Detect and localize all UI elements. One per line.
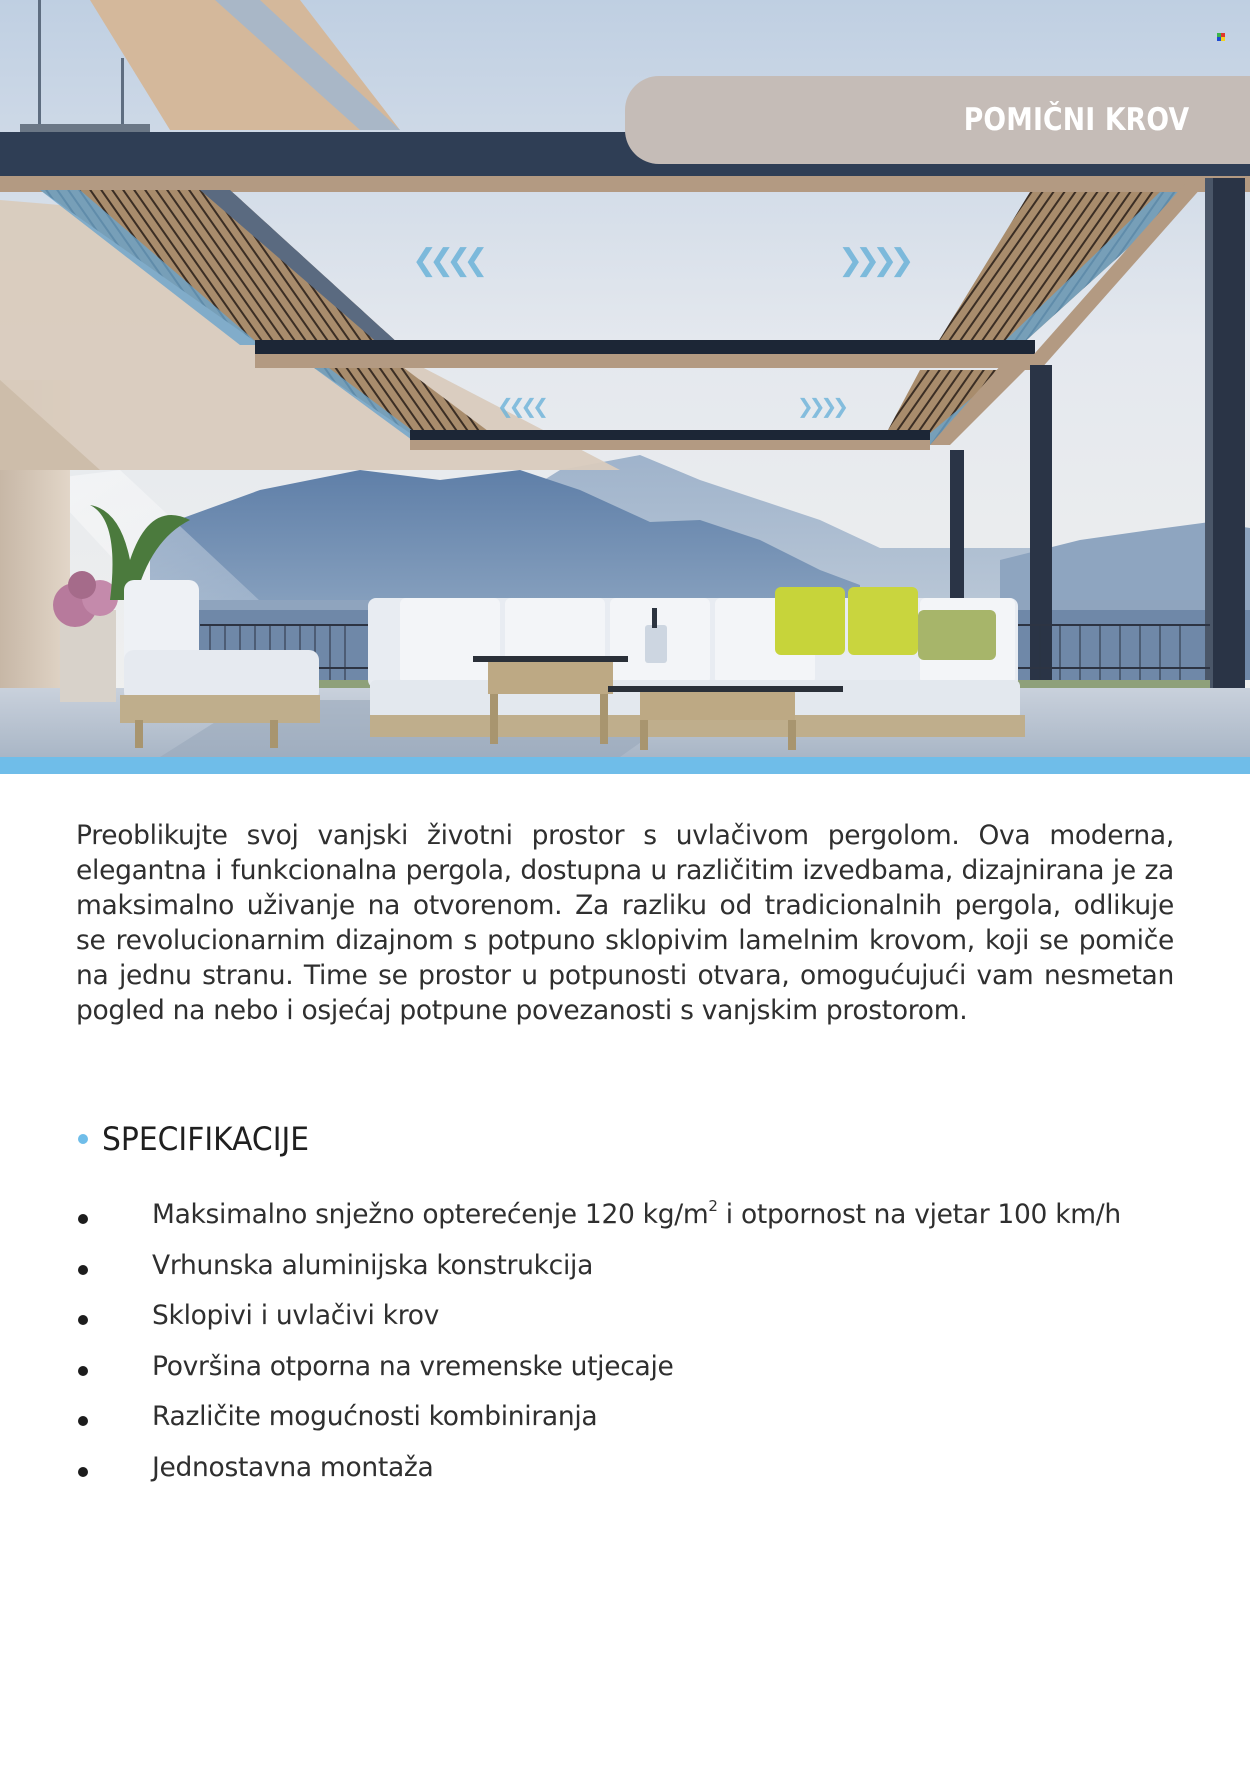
- accent-divider: [0, 757, 1250, 774]
- bullet-icon: [78, 1416, 88, 1426]
- intro-line: se revolucionarnim dizajnom s potpuno sklopivim lamelnim krovom, koji se pomiče: [76, 925, 1174, 956]
- spec-text: Sklopivi i uvlačivi krov: [152, 1300, 440, 1331]
- intro-line: maksimalno uživanje na otvorenom. Za razliku od tradicionalnih pergola, odlikuje: [76, 890, 1174, 921]
- intro-line: Preoblikujte svoj vanjski životni prostor s uvlačivom pergolom. Ova moderna,: [76, 820, 1174, 851]
- bullet-icon: [78, 1366, 88, 1376]
- page-title: POMIČNI KROV: [963, 102, 1189, 138]
- svg-text:❮❮❮❮: ❮❮❮❮: [412, 243, 481, 278]
- intro-line: elegantna i funkcionalna pergola, dostupna u različitim izvedbama, dizajnirana je za: [76, 855, 1174, 886]
- specifications-heading: [78, 1120, 325, 1158]
- publisher-logo-icon: [1217, 33, 1225, 41]
- bullet-icon: [78, 1265, 88, 1275]
- bullet-icon: [78, 1315, 88, 1325]
- spec-text: Površina otporna na vremenske utjecaje: [152, 1350, 674, 1382]
- specifications-title: SPECIFIKACIJE: [102, 1120, 310, 1158]
- spec-item: [76, 1248, 1176, 1299]
- spec-item: [76, 1450, 1176, 1501]
- spec-text: Jednostavna montaža: [152, 1451, 434, 1483]
- spec-item: [76, 1349, 1176, 1400]
- intro-paragraph: [76, 818, 1174, 1028]
- page-title-banner: [625, 76, 1250, 164]
- bullet-icon: [78, 1467, 88, 1477]
- intro-line: na jednu stranu. Time se prostor u potpunosti otvara, omogućujući vam nesmetan: [76, 960, 1174, 991]
- svg-text:❯❯❯❯: ❯❯❯❯: [797, 394, 845, 418]
- spec-text: Vrhunska aluminijska konstrukcija: [152, 1249, 594, 1281]
- spec-item: [76, 1399, 1176, 1450]
- specifications-list: [76, 1197, 1176, 1500]
- spec-item: [76, 1197, 1176, 1248]
- svg-text:❮❮❮❮: ❮❮❮❮: [497, 394, 545, 418]
- spec-text: Različite mogućnosti kombiniranja: [152, 1401, 598, 1432]
- intro-line: pogled na nebo i osjećaj potpune povezanosti s vanjskim prostorom.: [76, 995, 968, 1026]
- heading-bullet-icon: [78, 1134, 88, 1144]
- bullet-icon: [78, 1214, 88, 1224]
- hero-image: [0, 0, 1250, 757]
- svg-text:❯❯❯❯: ❯❯❯❯: [838, 243, 907, 278]
- spec-item: [76, 1298, 1176, 1349]
- spec-text: Maksimalno snježno opterećenje 120 $kg/m^2$ i otpornost na vjetar 100 km/h: [152, 1197, 1121, 1230]
